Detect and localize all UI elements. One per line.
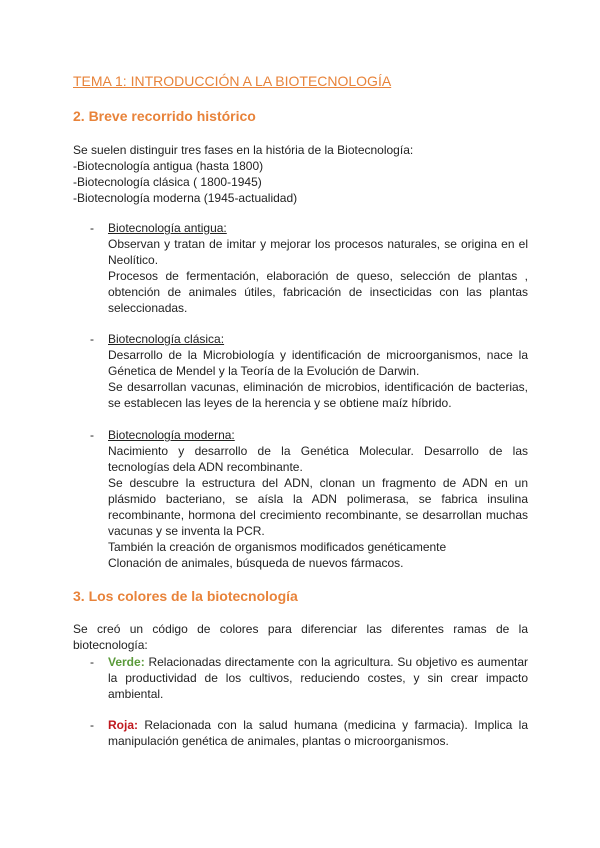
phase-antigua bbox=[90, 220, 528, 316]
phase-paragraph: También la creación de organismos modificados genéticamente bbox=[108, 540, 447, 554]
phase-paragraph: Desarrollo de la Microbiología y identificación de microorganismos, nace la Génetica de Mendel y la Teoría de la Evolución de Darwin. bbox=[108, 348, 528, 378]
intro-line: Se suelen distinguir tres fases en la história de la Biotecnología: bbox=[73, 143, 414, 157]
color-label-verde: Verde: bbox=[108, 655, 145, 669]
phase-paragraph: Observan y tratan de imitar y mejorar los procesos naturales, se origina en el Neolítico. bbox=[108, 237, 528, 267]
list-dash: - bbox=[90, 332, 94, 346]
phase-paragraph: Nacimiento y desarrollo de la Genética Molecular. Desarrollo de las tecnologías dela ADN recombinante. bbox=[108, 444, 528, 474]
section-2-intro bbox=[73, 142, 528, 206]
phase-title: Biotecnología moderna: bbox=[108, 428, 235, 442]
section-3-heading: 3. Los colores de la biotecnología bbox=[73, 588, 298, 604]
phase-paragraph: Procesos de fermentación, elaboración de queso, selección de plantas , obtención de animales útiles, fabricación de insecticidas con las plantas seleccionadas. bbox=[108, 269, 528, 315]
phase-moderna bbox=[90, 427, 528, 571]
color-text: Relacionadas directamente con la agricultura. Su objetivo es aumentar la productividad de los cultivos, reduciendo costes, y sin crear impacto ambiental. bbox=[108, 655, 528, 701]
color-verde bbox=[90, 654, 528, 702]
list-dash: - bbox=[90, 428, 94, 442]
intro-line: -Biotecnología moderna (1945-actualidad) bbox=[73, 191, 298, 205]
phase-title: Biotecnología clásica: bbox=[108, 332, 225, 346]
phase-clasica bbox=[90, 331, 528, 411]
list-dash: - bbox=[90, 655, 94, 669]
phase-paragraph: Se desarrollan vacunas, eliminación de microbios, identificación de bacterias, se establecen las leyes de la herencia y se obtiene maíz híbrido. bbox=[108, 380, 528, 410]
color-text: Relacionada con la salud humana (medicina y farmacia). Implica la manipulación genética de animales, plantas o microorganismos. bbox=[108, 718, 528, 748]
section-2-heading: 2. Breve recorrido histórico bbox=[73, 108, 256, 124]
color-roja bbox=[90, 717, 528, 749]
color-description bbox=[108, 717, 528, 749]
phase-paragraph: Clonación de animales, búsqueda de nuevos fármacos. bbox=[108, 556, 404, 570]
list-dash: - bbox=[90, 221, 94, 235]
list-dash: - bbox=[90, 718, 94, 732]
section-3-intro: Se creó un código de colores para diferenciar las diferentes ramas de la biotecnología: bbox=[73, 622, 528, 652]
phase-title: Biotecnología antigua: bbox=[108, 221, 227, 235]
document-title: TEMA 1: INTRODUCCIÓN A LA BIOTECNOLOGÍA bbox=[73, 73, 392, 89]
intro-line: -Biotecnología clásica ( 1800-1945) bbox=[73, 175, 262, 189]
color-label-roja: Roja: bbox=[108, 718, 138, 732]
color-description bbox=[108, 654, 528, 702]
intro-line: -Biotecnología antigua (hasta 1800) bbox=[73, 159, 264, 173]
phase-paragraph: Se descubre la estructura del ADN, clonan un fragmento de ADN en un plásmido bacteriano, se aísla la ADN polimerasa, se fabrica insulina recombinante, hormona del crecimiento recombinante, se desarrollan muchas vacunas y se inventa la PCR. bbox=[108, 476, 528, 538]
